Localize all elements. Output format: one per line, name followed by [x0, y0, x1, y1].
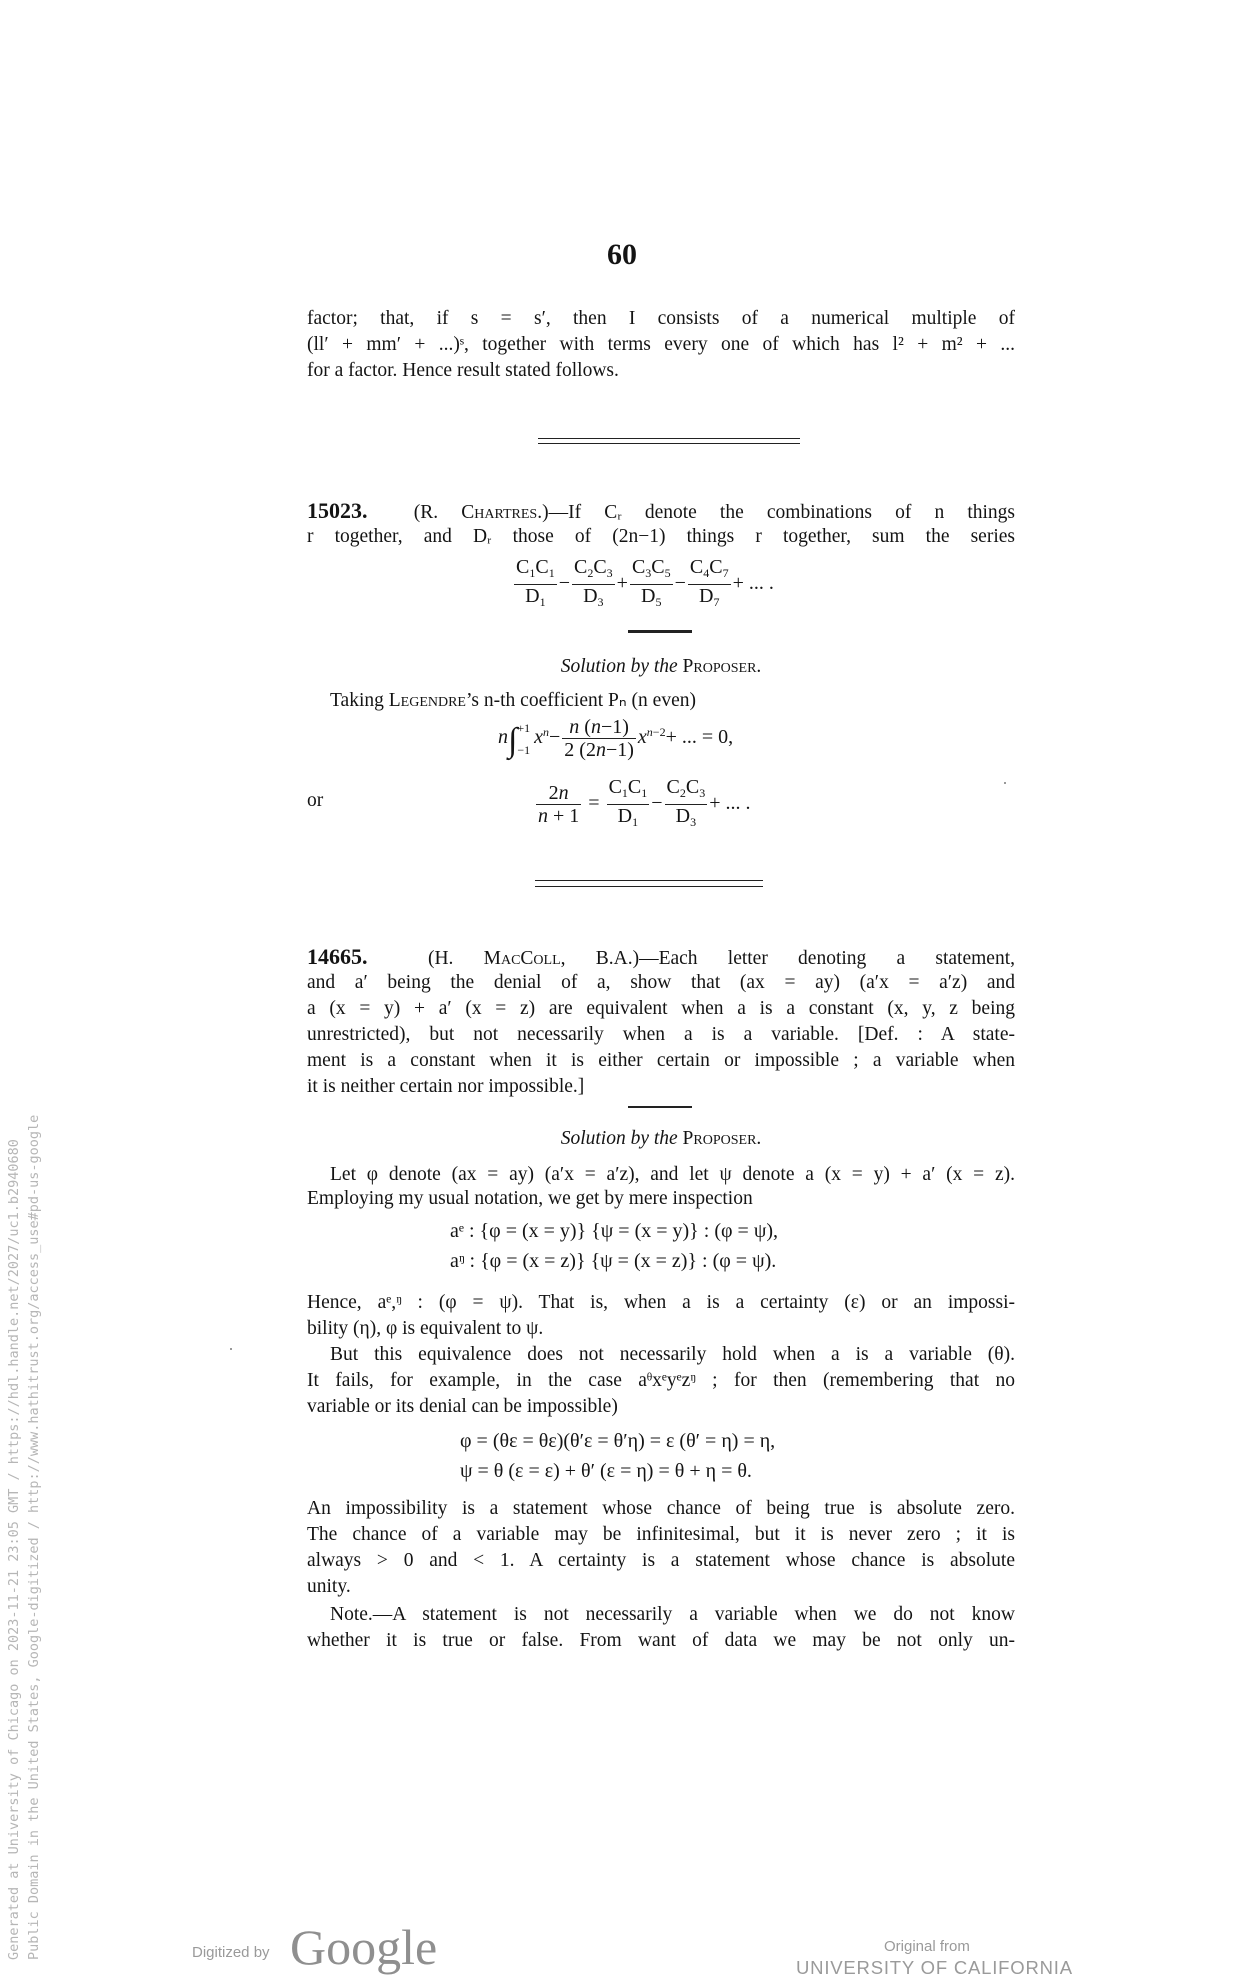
paragraph-4-line-3: always > 0 and < 1. A certainty is a statement whose chance is absolute — [307, 1550, 1015, 1571]
section-divider-2-lower — [535, 886, 763, 887]
question-15023-line-2: r together, and Dᵣ those of (2n−1) things r together, sum the series — [307, 526, 1015, 547]
question-number: 14665. — [307, 944, 368, 969]
paragraph-2-line-1: Hence, aᵉ,ᵑ : (φ = ψ). That is, when a is a certainty (ε) or an impossi- — [307, 1292, 1015, 1313]
equation-a: aᵉ : {φ = (x = y)} {ψ = (x = y)} : (φ = ψ), — [450, 1220, 778, 1242]
question-14665-line-4: unrestricted), but not necessarily when a is a variable. [Def. : A state- — [307, 1024, 1015, 1045]
equation-d: ψ = θ (ε = ε) + θ′ (ε = η) = θ + η = θ. — [460, 1460, 752, 1482]
scan-speck — [1004, 782, 1006, 784]
series-equation: $\frac{C_1C_1}{D_1}$ − $\frac{C_2C_3}{D_3}$ + $\frac{C_3C_5}{D_5}$ − $\frac{C_4C_7}{D_7}$ + ... . — [516, 556, 774, 609]
legendre-name: Legendre — [388, 690, 466, 711]
question-text: —Each letter denoting a statement, — [639, 948, 1015, 969]
scan-speck — [230, 1348, 232, 1350]
section-divider-2 — [535, 880, 763, 881]
taking-prefix: Taking — [330, 690, 384, 711]
original-from-label: Original from — [884, 1938, 970, 1955]
eq1-tail: + ... = 0, — [665, 726, 734, 749]
question-14665-line-3: a (x = y) + a′ (x = z) are equivalent when a is a constant (x, y, z being — [307, 998, 1015, 1019]
short-rule-2 — [628, 1106, 692, 1108]
paragraph-2-line-2: bility (η), φ is equivalent to ψ. — [307, 1318, 544, 1339]
paragraph-5-line-1: Note.—A statement is not necessarily a variable when we do not know — [330, 1604, 1015, 1625]
paragraph-3-line-3: variable or its denial can be impossible) — [307, 1396, 618, 1417]
section-divider — [538, 438, 800, 439]
question-14665-line-2: and a′ being the denial of a, show that (ax = ay) (a′x = a′z) and — [307, 972, 1015, 993]
eq2-tail: + ... . — [709, 792, 751, 815]
question-14665-line-5: ment is a constant when it is either certain or impossible ; a variable when — [307, 1050, 1015, 1071]
paragraph-3-line-2: It fails, for example, in the case aᶿxᵉyᵉzᵑ ; for then (remembering that no — [307, 1370, 1015, 1391]
section-divider-lower — [538, 443, 800, 444]
question-15023-line-1 — [307, 498, 1015, 526]
paragraph-4-line-1: An impossibility is a statement whose chance of being true is absolute zero. — [307, 1498, 1015, 1519]
taking-rest: ’s n-th coefficient Pₙ (n even) — [466, 690, 696, 711]
solution-heading — [307, 654, 1015, 680]
question-14665-line-6: it is neither certain nor impossible.] — [307, 1076, 585, 1097]
side-watermark — [4, 1115, 44, 1960]
legendre-line — [330, 688, 1038, 714]
question-14665-line-1 — [307, 944, 1015, 972]
question-author: (R. Chartres.) — [413, 502, 549, 523]
paragraph-4-line-4: unity. — [307, 1576, 351, 1597]
paragraph-1-line-1: Let φ denote (ax = ay) (a′x = a′z), and let ψ denote a (x = y) + a′ (x = z). — [330, 1164, 1015, 1185]
university-label: UNIVERSITY OF CALIFORNIA — [796, 1957, 1073, 1978]
paragraph-1-line-2: Employing my usual notation, we get by mere inspection — [307, 1188, 753, 1209]
continuation-line-3: for a factor. Hence result stated follows. — [307, 360, 619, 381]
solution-label: Solution by the — [560, 656, 678, 677]
google-logo: Google — [290, 1919, 438, 1975]
side-watermark-line-2: Public Domain in the United States, Google-digitized / http://www.hathitrust.org/access_use#pd-us-google — [26, 1114, 42, 1960]
continuation-line-2: (ll′ + mm′ + ...)ˢ, together with terms every one of which has l² + m² + ... — [307, 334, 1015, 355]
page-number: 60 — [607, 238, 637, 271]
digitized-by-label: Digitized by — [192, 1944, 270, 1961]
side-watermark-line-1: Generated at University of Chicago on 2023-11-21 23:05 GMT / https://hdl.handle.net/2027/uc1.b2940680 — [6, 1139, 22, 1960]
question-text: —If Cᵣ denote the combinations of n things — [548, 502, 1015, 523]
or-label: or — [307, 790, 324, 811]
solution-label: Solution by the — [560, 1128, 678, 1149]
paragraph-4-line-2: The chance of a variable may be infinitesimal, but it is never zero ; it is — [307, 1524, 1015, 1545]
series-tail: + ... . — [732, 572, 774, 595]
paragraph-5-line-2: whether it is true or false. From want of data we may be not only un- — [307, 1630, 1015, 1651]
equation-c: φ = (θε = θε)(θ′ε = θ′η) = ε (θ′ = η) = η, — [460, 1430, 776, 1452]
continuation-line-1: factor; that, if s = s′, then I consists of a numerical multiple of — [307, 308, 1015, 329]
solution-heading-2 — [307, 1126, 1015, 1152]
solution-by: Proposer. — [682, 1128, 762, 1149]
question-number: 15023. — [307, 498, 368, 523]
equation-b: aᵑ : {φ = (x = z)} {ψ = (x = z)} : (φ = ψ). — [450, 1250, 777, 1272]
fraction-equation: $\frac{2n}{n + 1}$ = $\frac{C_1C_1}{D_1}$ − $\frac{C_2C_3}{D_3}$ + ... . — [538, 776, 751, 829]
question-author: (H. MacColl, B.A.) — [427, 948, 640, 969]
solution-by: Proposer. — [682, 656, 762, 677]
paragraph-3-line-1: But this equivalence does not necessarily hold when a is a variable (θ). — [330, 1344, 1015, 1365]
integral-equation: n∫+1 $-1x^n-$ $\frac{n (n-1)}{2 (2n-1)}$ $x^{n-2}+$ ... = 0, — [498, 716, 734, 761]
short-rule — [628, 630, 692, 633]
